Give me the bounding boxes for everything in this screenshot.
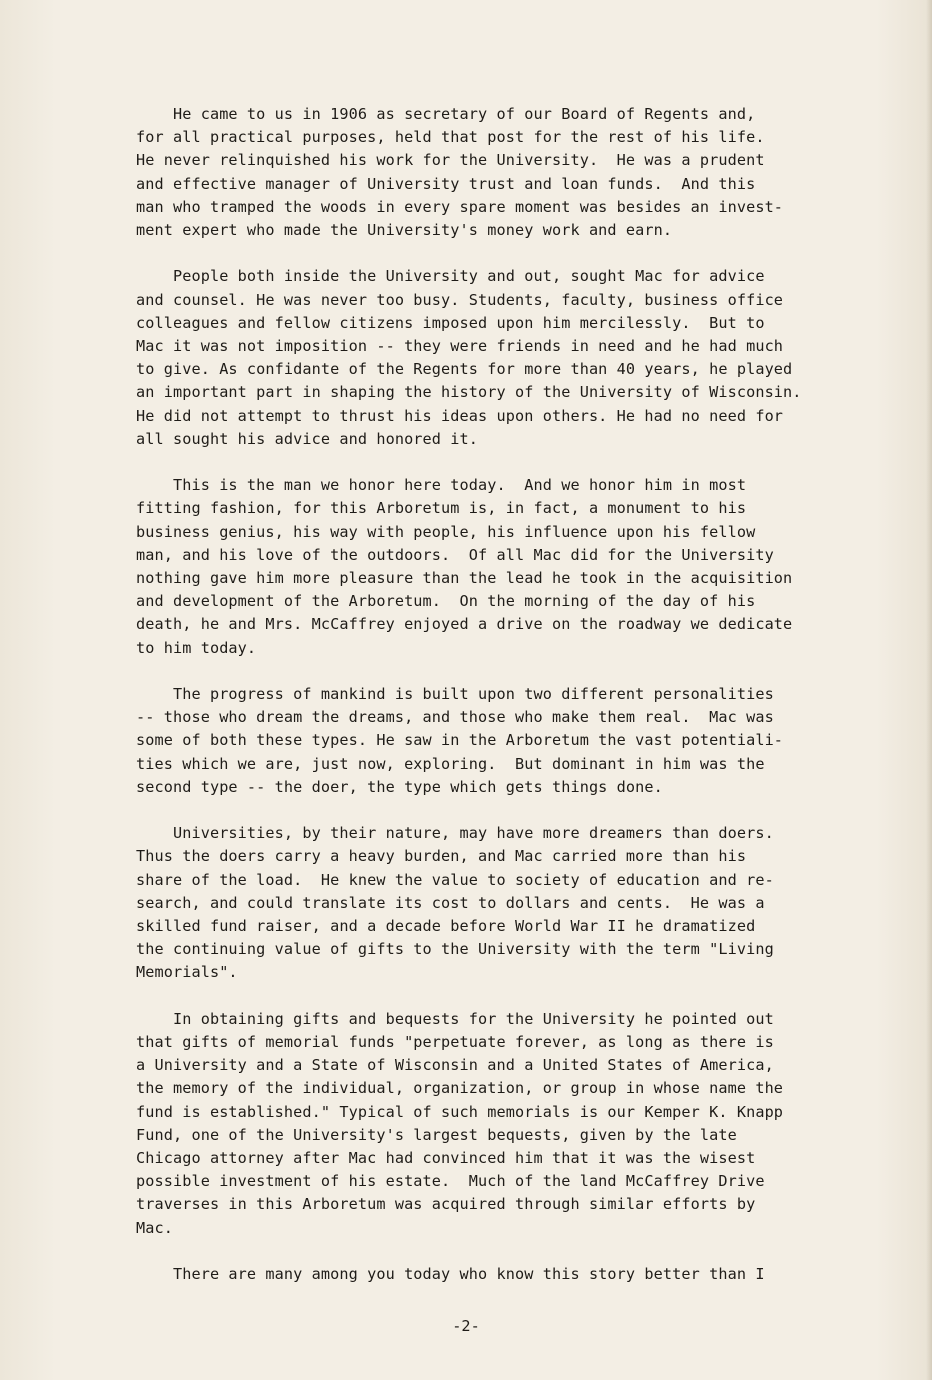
text-line: He came to us in 1906 as secretary of our Board of Regents and, bbox=[136, 105, 756, 123]
document-body bbox=[136, 103, 818, 1309]
text-line: fitting fashion, for this Arboretum is, in fact, a monument to his bbox=[136, 499, 747, 518]
text-line: some of both these types. He saw in the Arboretum the vast potentiali- bbox=[136, 731, 784, 750]
text-line: In obtaining gifts and bequests for the University he pointed out bbox=[136, 1009, 774, 1028]
text-line: Chicago attorney after Mac had convinced him that it was the wisest bbox=[136, 1149, 756, 1168]
text-line: Universities, by their nature, may have more dreamers than doers. bbox=[136, 824, 774, 843]
text-line: and counsel. He was never too busy. Students, faculty, business office bbox=[136, 290, 784, 309]
paragraph bbox=[136, 265, 818, 451]
paragraph bbox=[136, 103, 818, 242]
text-line: share of the load. He knew the value to society of education and re- bbox=[136, 870, 774, 889]
text-line: Memorials". bbox=[136, 963, 238, 982]
text-line: He did not attempt to thrust his ideas upon others. He had no need for bbox=[136, 406, 784, 425]
paragraph bbox=[136, 1263, 818, 1286]
text-line: People both inside the University and out, sought Mac for advice bbox=[136, 267, 765, 286]
text-line: the memory of the individual, organization, or group in whose name the bbox=[136, 1079, 784, 1098]
text-line: Mac. bbox=[136, 1218, 173, 1237]
text-line: colleagues and fellow citizens imposed upon him mercilessly. But to bbox=[136, 313, 765, 332]
text-line: ties which we are, just now, exploring. But dominant in him was the bbox=[136, 754, 765, 773]
text-line: skilled fund raiser, and a decade before World War II he dramatized bbox=[136, 917, 756, 936]
text-line: and effective manager of University trust and loan funds. And this bbox=[136, 174, 756, 193]
text-line: nothing gave him more pleasure than the lead he took in the acquisition bbox=[136, 569, 793, 588]
paragraph bbox=[136, 1008, 818, 1240]
text-line: The progress of mankind is built upon two different personalities bbox=[136, 685, 774, 704]
text-line: This is the man we honor here today. And we honor him in most bbox=[136, 476, 747, 495]
text-line: second type -- the doer, the type which gets things done. bbox=[136, 777, 663, 796]
page-edge-shadow bbox=[926, 0, 932, 1380]
text-line: Thus the doers carry a heavy burden, and Mac carried more than his bbox=[136, 847, 747, 866]
text-line: an important part in shaping the history of the University of Wisconsin. bbox=[136, 383, 802, 402]
text-line: traverses in this Arboretum was acquired through similar efforts by bbox=[136, 1195, 756, 1214]
text-line: for all practical purposes, held that post for the rest of his life. bbox=[136, 128, 765, 147]
text-line: fund is established." Typical of such memorials is our Kemper K. Knapp bbox=[136, 1102, 784, 1121]
text-line: the continuing value of gifts to the University with the term "Living bbox=[136, 940, 774, 959]
text-line: man, and his love of the outdoors. Of all Mac did for the University bbox=[136, 545, 774, 564]
text-line: Fund, one of the University's largest bequests, given by the late bbox=[136, 1125, 737, 1144]
text-line: a University and a State of Wisconsin and a United States of America, bbox=[136, 1056, 774, 1075]
paragraph bbox=[136, 474, 818, 660]
text-line: to give. As confidante of the Regents for more than 40 years, he played bbox=[136, 360, 793, 379]
text-line: There are many among you today who know this story better than I bbox=[136, 1265, 765, 1284]
text-line: death, he and Mrs. McCaffrey enjoyed a drive on the roadway we dedicate bbox=[136, 615, 793, 634]
text-line: Mac it was not imposition -- they were friends in need and he had much bbox=[136, 337, 784, 356]
text-line: possible investment of his estate. Much of the land McCaffrey Drive bbox=[136, 1172, 765, 1191]
paragraph bbox=[136, 683, 818, 799]
text-line: -- those who dream the dreams, and those who make them real. Mac was bbox=[136, 708, 774, 727]
text-line: search, and could translate its cost to dollars and cents. He was a bbox=[136, 893, 765, 912]
text-line: all sought his advice and honored it. bbox=[136, 429, 479, 448]
paragraph bbox=[136, 822, 818, 984]
text-line: man who tramped the woods in every spare moment was besides an invest- bbox=[136, 197, 784, 216]
text-line: and development of the Arboretum. On the morning of the day of his bbox=[136, 592, 756, 611]
page-number: -2- bbox=[452, 1317, 480, 1335]
text-line: business genius, his way with people, his influence upon his fellow bbox=[136, 522, 756, 541]
text-line: He never relinquished his work for the University. He was a prudent bbox=[136, 151, 765, 170]
text-line: to him today. bbox=[136, 638, 257, 657]
text-line: ment expert who made the University's money work and earn. bbox=[136, 221, 673, 240]
text-line: that gifts of memorial funds "perpetuate forever, as long as there is bbox=[136, 1033, 774, 1052]
